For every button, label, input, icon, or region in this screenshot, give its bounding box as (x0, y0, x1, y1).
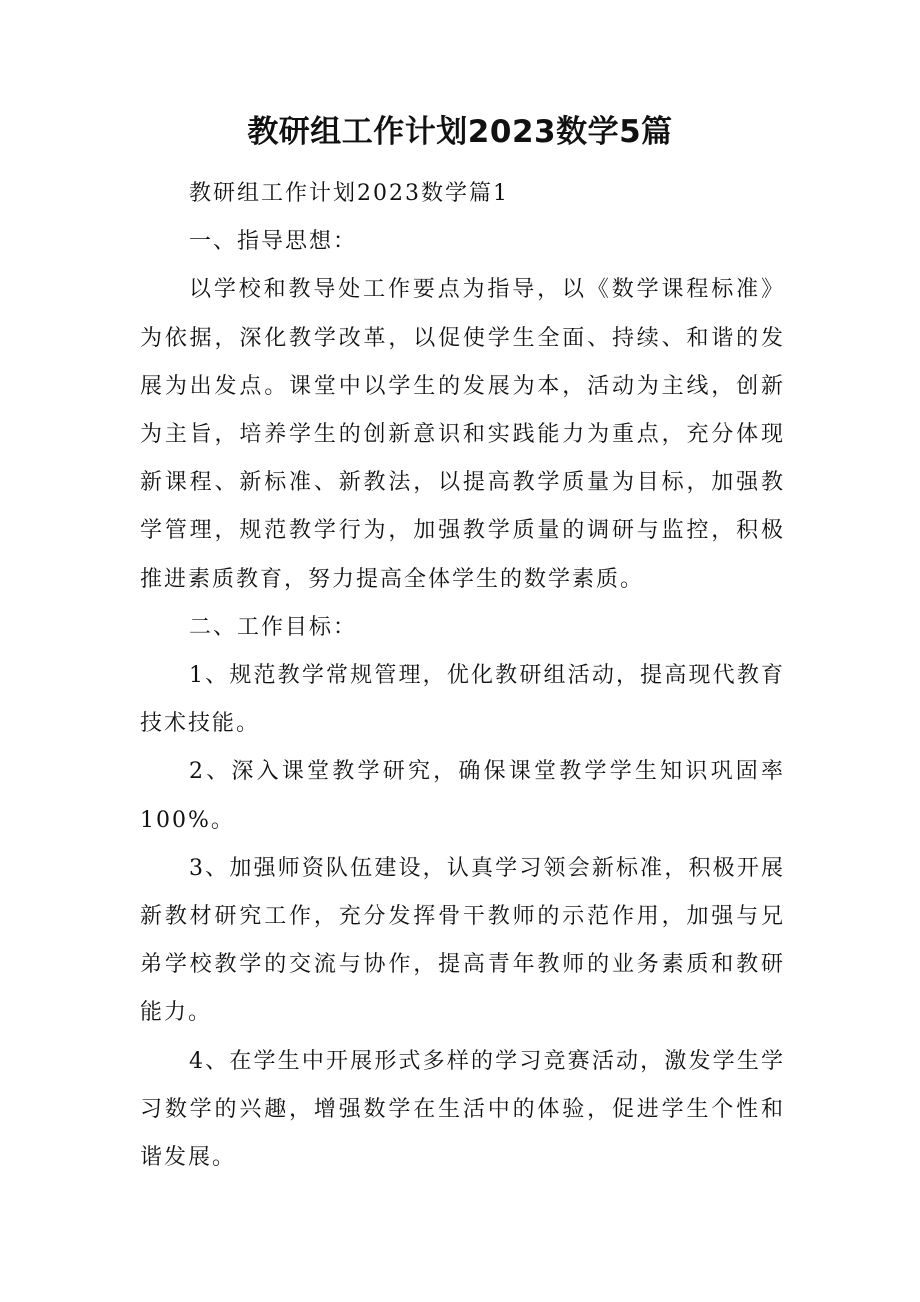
goal-item-1: 1、规范教学常规管理，优化教研组活动，提高现代教育技术技能。 (140, 663, 785, 737)
goal-item-2: 2、深入课堂教学研究，确保课堂教学学生知识巩固率100%。 (140, 759, 785, 833)
goal-item-3: 3、加强师资队伍建设，认真学习领会新标准，积极开展新教材研究工作，充分发挥骨干教师的示范作用，加强与兄弟学校教学的交流与协作，提高青年教师的业务素质和教研能力。 (140, 855, 785, 1026)
goal-item-4: 4、在学生中开展形式多样的学习竞赛活动，激发学生学习数学的兴趣，增强数学在生活中的体验，促进学生个性和谐发展。 (140, 1048, 785, 1171)
document-title: 教研组工作计划2023数学5篇 (247, 114, 673, 150)
section-heading: 教研组工作计划2023数学篇1 (189, 181, 509, 206)
subheading-work-goals: 二、工作目标： (189, 614, 358, 640)
subheading-guiding-ideology: 一、指导思想： (189, 229, 358, 255)
document-body (140, 170, 785, 1182)
paragraph: 以学校和教导处工作要点为指导，以《数学课程标准》为依据，深化教学改革，以促使学生全面、持续、和谐的发展为出发点。课堂中以学生的发展为本，活动为主线，创新为主旨，培养学生的创新意识和实践能力为重点，充分体现新课程、新标准、新教法，以提高教学质量为目标，加强教学管理，规范教学行为，加强教学质量的调研与监控，积极推进素质教育，努力提高全体学生的数学素质。 (140, 277, 785, 592)
